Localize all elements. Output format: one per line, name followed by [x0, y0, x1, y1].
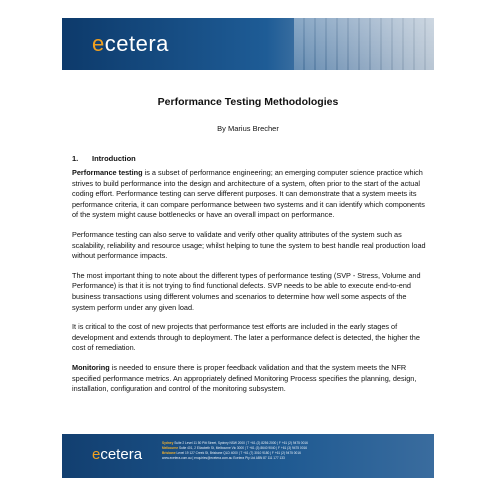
footer-contact-details [162, 441, 424, 461]
footer-banner [62, 434, 434, 478]
paragraph: Performance testing can also serve to validate and verify other quality attributes of the system such as scalability, reliability and resource usage; whilst helping to tune the system to best handle real production load without performance impacts. [72, 229, 426, 261]
section-heading [72, 154, 136, 163]
paragraph-lead: Monitoring [72, 362, 110, 372]
paragraph: It is critical to the cost of new projects that performance test efforts are included in the early stages of development and extends through to deployment. The later a performance defect is detected, the higher the cost of remediation. [72, 322, 420, 353]
footer-line: Melbourne Suite 401, 2 Elizabeth St, Melbourne Vic 3000 | T +61 (3) 8640 9040 | F +61 (3) 9475 0016 [162, 446, 308, 450]
keyboard-photo [294, 18, 434, 70]
document-title: Performance Testing Methodologies [157, 96, 339, 108]
header-banner [62, 18, 434, 70]
paragraph: The most important thing to note about the different types of performance testing (SVP - Stress, Volume and Performance) is that it is not trying to find functional defects. SVP needs to be able to execute end-to-end business transactions using different volumes and scenarios to determine how well some aspects of the system perform under any given load. [72, 270, 421, 312]
document-author: By Marius Brecher [217, 124, 279, 133]
section-number: 1. [72, 154, 79, 163]
document-page [62, 18, 434, 478]
footer-line: Brisbane Level 19 127 Creek St, Brisbane QLD 4000 | T +61 (7) 3010 9180 | F +61 (2) 9475 0016 [162, 451, 301, 455]
paragraph: Monitoring is needed to ensure there is proper feedback validation and that the system meets the NFR specified performance metrics. An appropriately defined Monitoring Process specifies the planning, design, installation, configuration and control of the monitoring subsystem. [72, 362, 417, 394]
footer-logo: ecetera [92, 446, 143, 463]
paragraph-lead: Performance testing [72, 168, 143, 177]
paragraph: Performance testing is a subset of performance engineering; an emerging computer science practice which strives to build performance into the design and architecture of a system, often prior to the start of the actual coding effort. Performance testing can serve different purposes. It can demonstrate that a system meets its performance criteria, it can compare performance between two systems and it can identify which components of the system might cause bottlenecks or have an overall impact on performance. [72, 168, 425, 220]
document-body [72, 168, 427, 404]
footer-line: www.ecetera.com.au | enquiries@ecetera.com.au Ecetera Pty Ltd ABN 87 111 177 133 [162, 456, 285, 460]
ecetera-logo: ecetera [92, 31, 169, 56]
footer-line: Sydney Suite 2 Level 11 50 Pitt Street, Sydney NSW 2000 | T +61 (2) 8256 2000 | F +61 (2) 9475 0016 [162, 441, 308, 445]
section-title: Introduction [92, 154, 136, 163]
